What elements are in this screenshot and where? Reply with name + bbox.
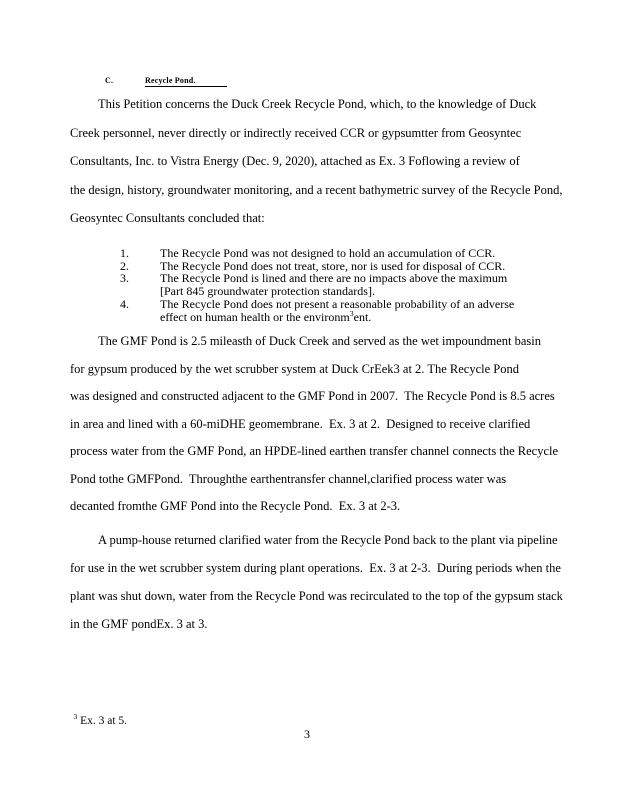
list-item-number: 3. xyxy=(120,271,129,286)
list-item-text: The Recycle Pond does not treat, store, nor is used for disposal of CCR. xyxy=(160,258,506,273)
footnote xyxy=(62,703,127,739)
list-item-text: effect on human health or the environm xyxy=(160,309,350,324)
findings-list xyxy=(102,234,572,324)
footnote-text: Ex. 3 at 5. xyxy=(77,715,128,727)
list-item-text: The Recycle Pond does not present a reasonable probability of an adverse xyxy=(160,296,515,311)
section-letter: C. xyxy=(105,76,114,85)
paragraph-2 xyxy=(70,328,582,521)
list-item-number: 1. xyxy=(120,245,129,260)
list-item-text: [Part 845 groundwater protection standards]. xyxy=(160,284,375,299)
paragraph-line: The GMF Pond is 2.5 mileasth of Duck Creek and served as the wet impoundment basin xyxy=(98,334,541,348)
page-number: 3 xyxy=(304,727,310,741)
paragraph-line: Pond tothe GMFPond. Throughthe earthentransfer channel,clarified process water was xyxy=(70,471,507,486)
section-title: Recycle Pond. xyxy=(145,76,227,87)
paragraph-line: for gypsum produced by the wet scrubber system at Duck CrEek3 at 2. The Recycle Pond xyxy=(70,361,519,376)
paragraph-line: in the GMF pondEx. 3 at 3. xyxy=(70,617,208,631)
paragraph-line: in area and lined with a 60-miDHE geomembrane. Ex. 3 at 2. Designed to receive clarified xyxy=(70,416,531,431)
list-item-text: The Recycle Pond was not designed to hold an accumulation of CCR. xyxy=(160,245,496,260)
footnote-reference: 3 xyxy=(349,308,354,318)
paragraph-line: Creek personnel, never directly or indirectly received CCR or gypsumtter from Geosyntec xyxy=(70,125,522,140)
list-item-text: The Recycle Pond is lined and there are no impacts above the maximum xyxy=(160,271,508,286)
list-item-text: ent. xyxy=(353,309,372,324)
paragraph-line: process water from the GMF Pond, an HPDE-lined earthen transfer channel connects the Recycle xyxy=(70,444,559,458)
paragraph-line: the design, history, groundwater monitoring, and a recent bathymetric survey of the Recycle Pond, xyxy=(70,182,563,197)
paragraph-line: Consultants, Inc. to Vistra Energy (Dec. 9, 2020), attached as Ex. 3 Foflowing a review of xyxy=(70,154,520,168)
paragraph-line: decanted fromthe GMF Pond into the Recycle Pond. Ex. 3 at 2-3. xyxy=(70,499,401,513)
paragraph-line: was designed and constructed adjacent to the GMF Pond in 2007. The Recycle Pond is 8.5 acres xyxy=(70,389,555,403)
footnote-marker: 3 xyxy=(73,712,78,722)
list-item-number: 4. xyxy=(120,296,129,311)
paragraph-1 xyxy=(70,90,582,233)
paragraph-3 xyxy=(70,526,582,638)
paragraph-line: Geosyntec Consultants concluded that: xyxy=(70,211,265,225)
paragraph-line: plant was shut down, water from the Recycle Pond was recirculated to the top of the gypsum stack xyxy=(70,589,563,603)
paragraph-line: A pump-house returned clarified water from the Recycle Pond back to the plant via pipeline xyxy=(98,533,558,547)
paragraph-line: This Petition concerns the Duck Creek Recycle Pond, which, to the knowledge of Duck xyxy=(98,97,537,111)
list-item xyxy=(102,234,572,260)
list-item-number: 2. xyxy=(120,258,129,273)
paragraph-line: for use in the wet scrubber system during plant operations. Ex. 3 at 2-3. During periods when the xyxy=(70,561,561,575)
